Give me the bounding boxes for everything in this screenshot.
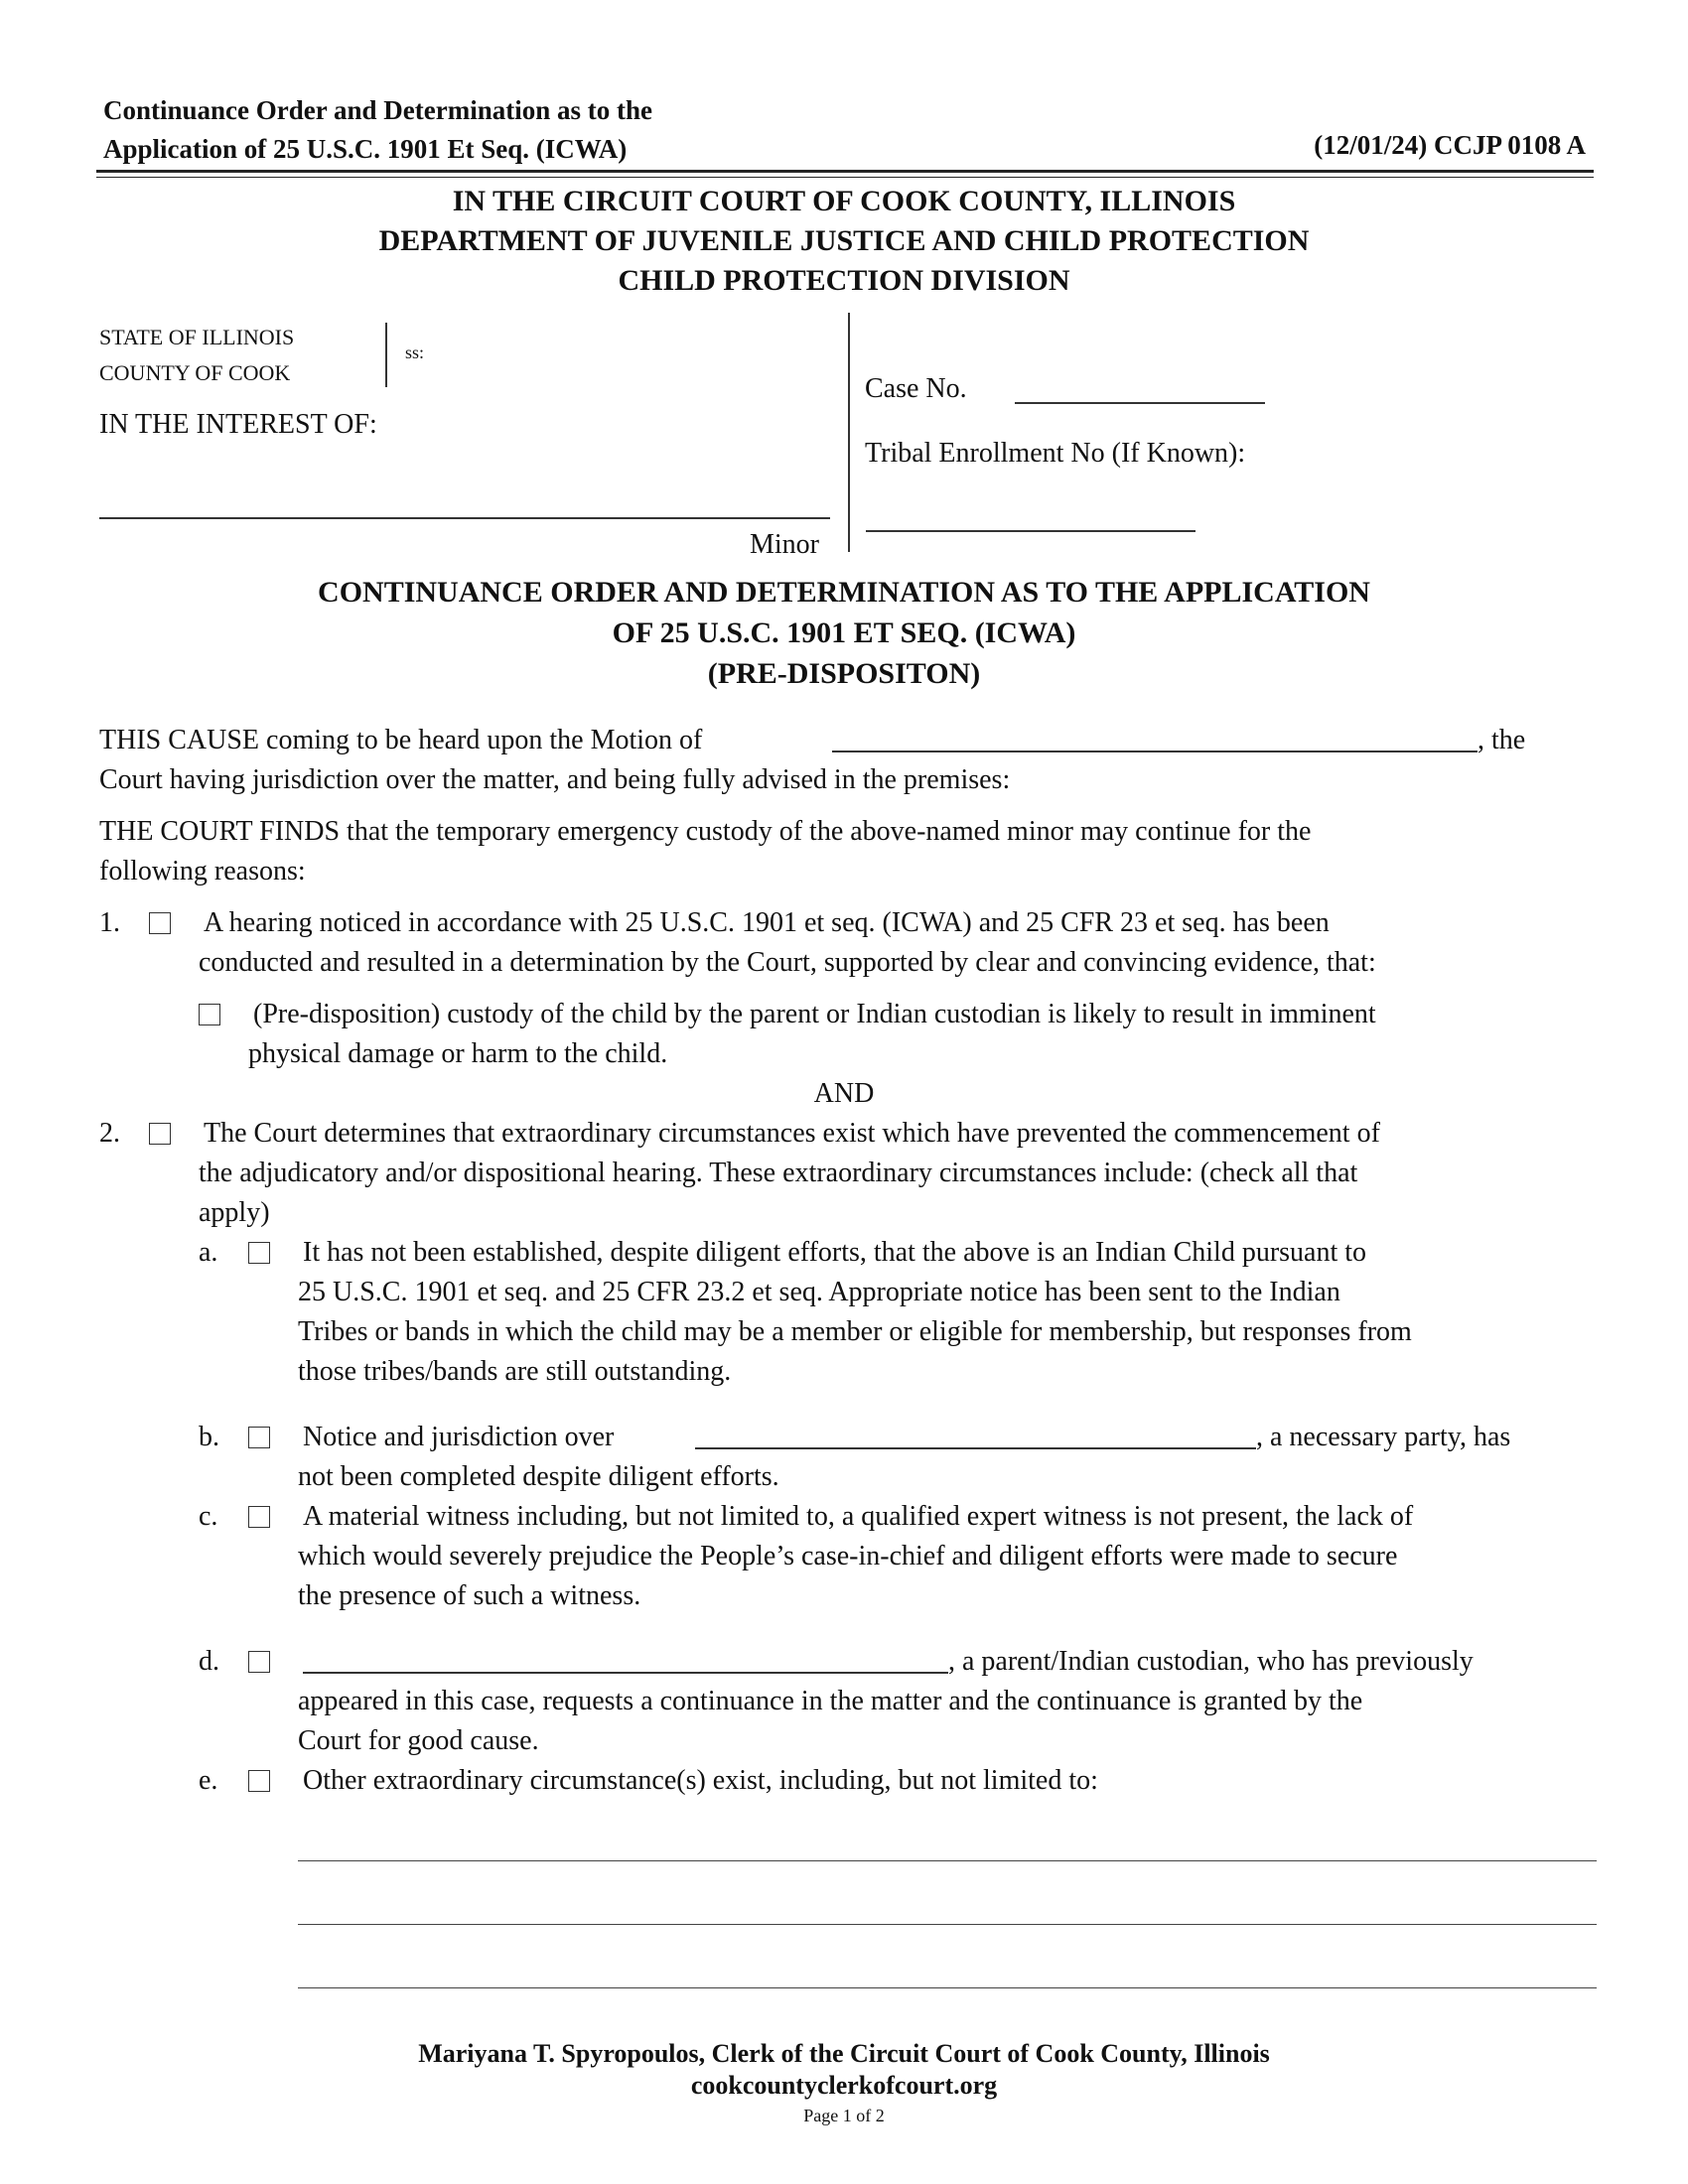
subitem-c-line2: which would severely prejudice the People’s case-in-chief and diligent efforts were made to secure [298, 1541, 1398, 1571]
court-heading [0, 182, 1688, 301]
order-title-line1: CONTINUANCE ORDER AND DETERMINATION AS TO THE APPLICATION [318, 576, 1370, 609]
item1-number: 1. [99, 907, 120, 938]
subitem-a-line4: those tribes/bands are still outstanding. [298, 1356, 732, 1387]
item1-predisposition-checkbox[interactable] [199, 1004, 220, 1025]
form-header-title [103, 91, 652, 169]
case-number-field[interactable] [1015, 402, 1265, 404]
item1-line2: conducted and resulted in a determination by the Court, supported by clear and convincing evidence, that: [199, 947, 1376, 978]
court-heading-line2: DEPARTMENT OF JUVENILE JUSTICE AND CHILD PROTECTION [378, 224, 1310, 257]
subitem-d-line3: Court for good cause. [298, 1725, 539, 1756]
subitem-c-label: c. [199, 1501, 218, 1532]
subitem-e-checkbox[interactable] [248, 1770, 270, 1792]
item2-line2: the adjudicatory and/or dispositional hearing. These extraordinary circumstances include: (check all that [199, 1158, 1358, 1188]
court-finds-line2: following reasons: [99, 856, 306, 887]
cause-line2: Court having jurisdiction over the matter, and being fully advised in the premises: [99, 764, 1011, 795]
cause-the: , the [1477, 725, 1526, 755]
tribal-enrollment-label: Tribal Enrollment No (If Known): [865, 438, 1246, 469]
necessary-party-field[interactable] [695, 1422, 1256, 1449]
subitem-e-line1: Other extraordinary circumstance(s) exist, including, but not limited to: [303, 1765, 1098, 1796]
item2-checkbox[interactable] [149, 1123, 171, 1145]
parent-custodian-field[interactable] [303, 1646, 948, 1674]
item1-sub-line1: (Pre-disposition) custody of the child by the parent or Indian custodian is likely to result in imminent [253, 999, 1376, 1029]
subitem-a-line1: It has not been established, despite diligent efforts, that the above is an Indian Child pursuant to [303, 1237, 1367, 1268]
subitem-a-checkbox[interactable] [248, 1242, 270, 1264]
form-code: (12/01/24) CCJP 0108 A [1314, 130, 1586, 160]
venue-state: STATE OF ILLINOIS [99, 325, 295, 349]
subitem-d-line2: appeared in this case, requests a continuance in the matter and the continuance is granted by the [298, 1686, 1363, 1716]
caption-divider [848, 313, 850, 552]
subitem-b-line2: not been completed despite diligent efforts. [298, 1461, 779, 1492]
form-header-title-line1: Continuance Order and Determination as to the [103, 95, 652, 125]
subitem-e-label: e. [199, 1765, 218, 1796]
header-rule-thick [96, 170, 1594, 173]
footer-website[interactable]: cookcountyclerkofcourt.org [690, 2071, 998, 2100]
other-circumstances-line-1[interactable] [298, 1860, 1597, 1861]
item2-number: 2. [99, 1118, 120, 1149]
item2-line3: apply) [199, 1197, 270, 1228]
venue-block [99, 320, 294, 391]
and-separator: AND [813, 1078, 875, 1109]
form-header-title-line2: Application of 25 U.S.C. 1901 Et Seq. (ICWA) [103, 134, 628, 164]
subitem-d-label: d. [199, 1646, 219, 1677]
in-the-interest-of-label: IN THE INTEREST OF: [99, 409, 377, 440]
venue-ss: ss: [405, 342, 425, 362]
venue-county: COUNTY OF COOK [99, 360, 291, 385]
item1-checkbox[interactable] [149, 912, 171, 934]
tribal-enrollment-field[interactable] [866, 530, 1196, 532]
court-finds-line1: THE COURT FINDS that the temporary emergency custody of the above-named minor may continue for the [99, 816, 1312, 847]
cause-line1 [99, 721, 702, 760]
subitem-a-line2: 25 U.S.C. 1901 et seq. and 25 CFR 23.2 et seq. Appropriate notice has been sent to the Indian [298, 1277, 1340, 1307]
subitem-b-checkbox[interactable] [248, 1427, 270, 1448]
item1-line1: A hearing noticed in accordance with 25 U.S.C. 1901 et seq. (ICWA) and 25 CFR 23 et seq. has been [204, 907, 1330, 938]
minor-name-field[interactable] [99, 517, 830, 519]
subitem-c-line3: the presence of such a witness. [298, 1580, 641, 1611]
item1-sub-line2: physical damage or harm to the child. [248, 1038, 668, 1069]
order-title-line2: OF 25 U.S.C. 1901 ET SEQ. (ICWA) [612, 616, 1076, 649]
subitem-a-line3: Tribes or bands in which the child may be a member or eligible for membership, but responses from [298, 1316, 1412, 1347]
minor-label: Minor [750, 529, 819, 560]
order-title-line3: (PRE-DISPOSITON) [707, 657, 981, 690]
footer-clerk: Mariyana T. Spyropoulos, Clerk of the Circuit Court of Cook County, Illinois [418, 2039, 1270, 2068]
other-circumstances-line-2[interactable] [298, 1924, 1597, 1925]
page-number: Page 1 of 2 [803, 2106, 885, 2125]
court-heading-line3: CHILD PROTECTION DIVISION [618, 264, 1070, 297]
subitem-c-line1: A material witness including, but not limited to, a qualified expert witness is not present, the lack of [303, 1501, 1414, 1532]
subitem-b-text: Notice and jurisdiction over [303, 1422, 615, 1452]
item2-line1: The Court determines that extraordinary circumstances exist which have prevented the commencement of [204, 1118, 1380, 1149]
subitem-d-checkbox[interactable] [248, 1651, 270, 1673]
other-circumstances-line-3[interactable] [298, 1987, 1597, 1988]
subitem-c-checkbox[interactable] [248, 1506, 270, 1528]
cause-text: THIS CAUSE coming to be heard upon the Motion of [99, 725, 703, 755]
order-title [0, 572, 1688, 694]
subitem-b-label: b. [199, 1422, 219, 1452]
subitem-d-text-end: , a parent/Indian custodian, who has previously [948, 1646, 1474, 1677]
court-heading-line1: IN THE CIRCUIT COURT OF COOK COUNTY, ILLINOIS [452, 185, 1236, 217]
venue-bracket [385, 323, 387, 387]
header-rule-thin [96, 177, 1594, 178]
subitem-b-text-end: , a necessary party, has [1256, 1422, 1511, 1452]
subitem-a-label: a. [199, 1237, 218, 1268]
motion-of-field[interactable] [832, 725, 1477, 752]
case-number-label: Case No. [865, 373, 967, 404]
